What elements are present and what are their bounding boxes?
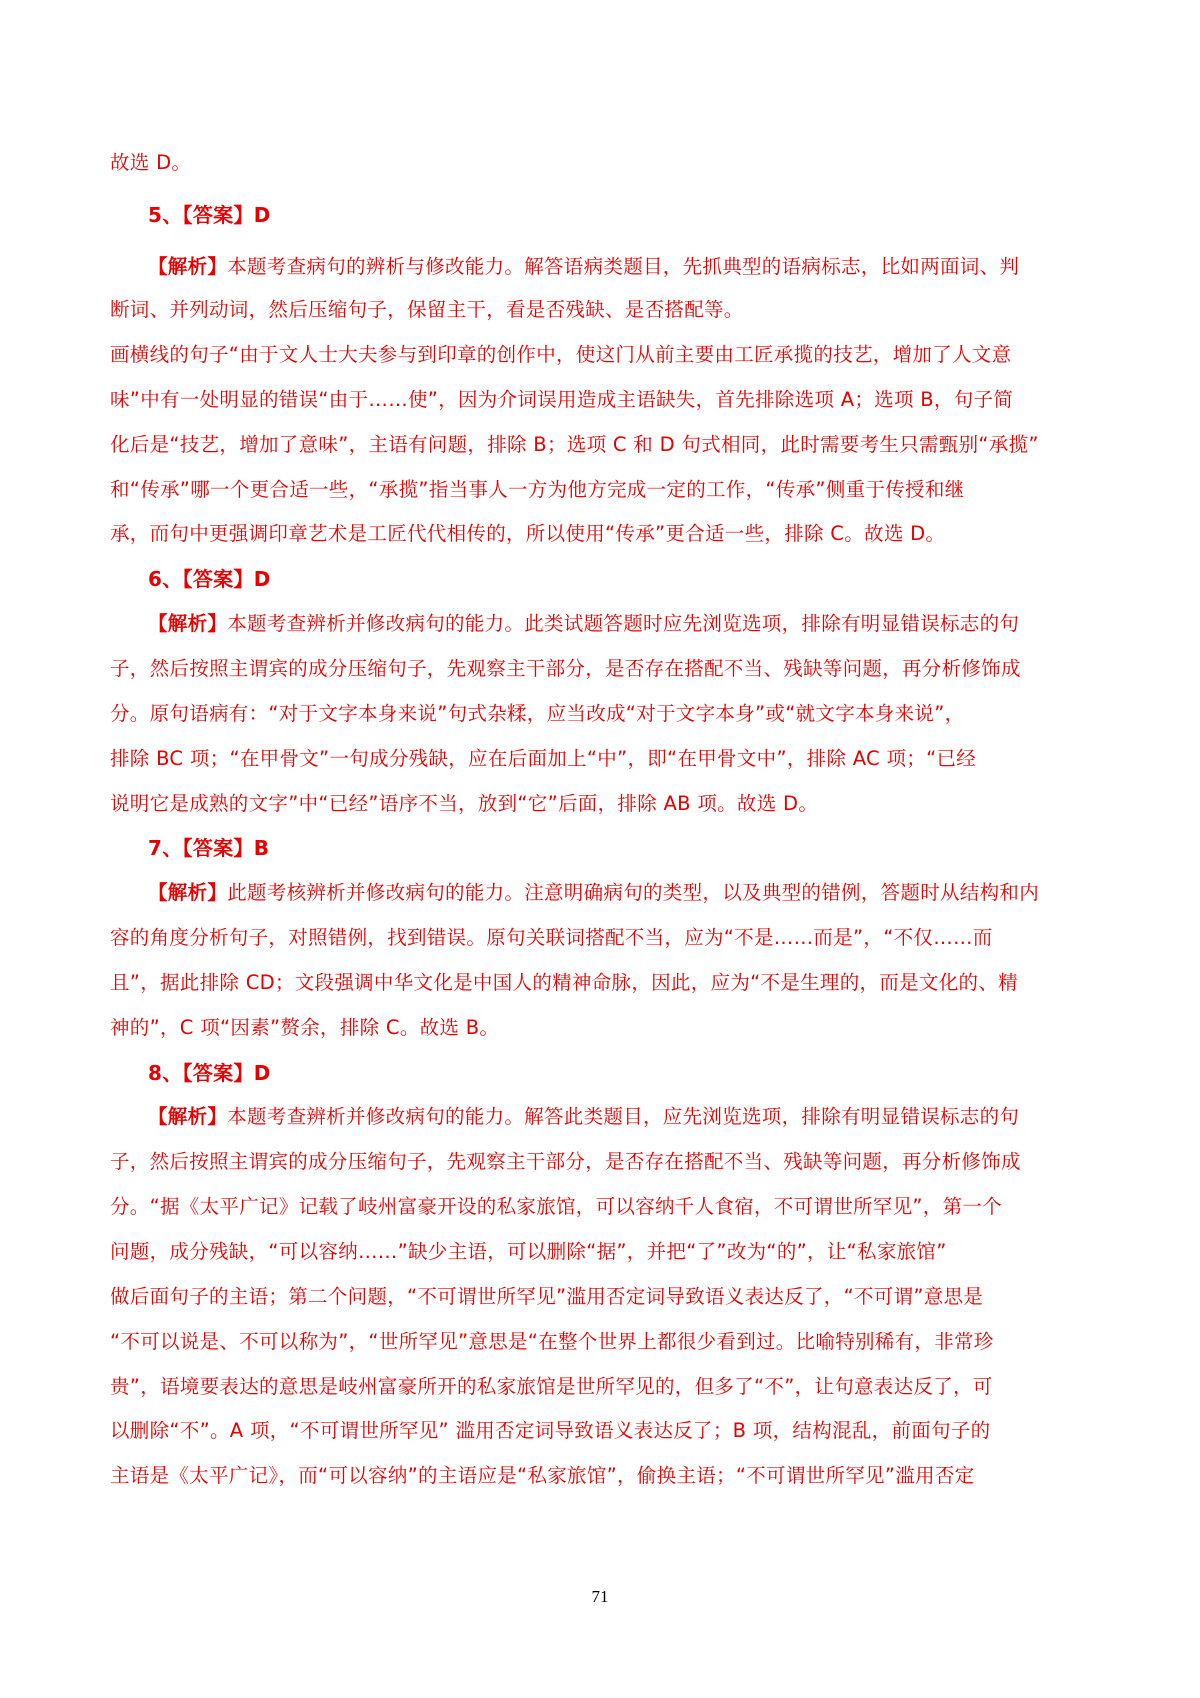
- paragraph-line: 子，然后按照主谓宾的成分压缩句子，先观察主干部分，是否存在搭配不当、残缺等问题，再分析修饰成: [110, 657, 1021, 680]
- paragraph-line: 做后面句子的主语；第二个问题，“不可谓世所罕见”滥用否定词导致语义表达反了，“不可谓”意思是: [110, 1285, 984, 1308]
- paragraph-line: 子，然后按照主谓宾的成分压缩句子，先观察主干部分，是否存在搭配不当、残缺等问题，再分析修饰成: [110, 1150, 1021, 1173]
- paragraph-line: 神的”，C 项“因素”赘余，排除 C。故选 B。: [110, 1016, 500, 1039]
- answer-heading-7: 7、【答案】B: [148, 836, 270, 860]
- paragraph-line: 和“传承”哪一个更合适一些，“承揽”指当事人一方为他方完成一定的工作，“传承”侧重于传授和继: [110, 478, 965, 501]
- answer-heading-6: 6、【答案】D: [148, 567, 271, 591]
- paragraph-line: 化后是“技艺，增加了意味”，主语有问题，排除 B；选项 C 和 D 句式相同，此时需要考生只需甄别“承揽”: [110, 433, 1039, 456]
- analysis-line: 【解析】本题考查辨析并修改病句的能力。此类试题答题时应先浏览选项，排除有明显错误标志的句: [148, 612, 1020, 635]
- paragraph-line: 味”中有一处明显的错误“由于……使”，因为介词误用造成主语缺失，首先排除选项 A；选项 B，句子简: [110, 388, 1014, 411]
- paragraph-line: 分。原句语病有：“对于文字本身来说”句式杂糅，应当改成“对于文字本身”或“就文字本身来说”，: [110, 702, 965, 725]
- paragraph-line: 故选 D。: [110, 151, 192, 174]
- paragraph-line: 画横线的句子“由于文人士大夫参与到印章的创作中，使这门从前主要由工匠承揽的技艺，增加了人文意: [110, 343, 1012, 366]
- analysis-line: 【解析】本题考查辨析并修改病句的能力。解答此类题目，应先浏览选项，排除有明显错误标志的句: [148, 1105, 1020, 1128]
- analysis-tag: 【解析】: [148, 612, 228, 635]
- paragraph-line: 排除 BC 项；“在甲骨文”一句成分残缺，应在后面加上“中”，即“在甲骨文中”，排除 AC 项；“已经: [110, 747, 977, 770]
- analysis-tag: 【解析】: [148, 1105, 228, 1128]
- analysis-tag: 【解析】: [148, 255, 228, 278]
- paragraph-line: 且”，据此排除 CD；文段强调中华文化是中国人的精神命脉，因此，应为“不是生理的，而是文化的、精: [110, 971, 1018, 994]
- analysis-tag: 【解析】: [148, 881, 228, 904]
- analysis-line: 【解析】本题考查病句的辨析与修改能力。解答语病类题目，先抓典型的语病标志，比如两面词、判: [148, 255, 1020, 278]
- paragraph-line: 分。“据《太平广记》记载了岐州富豪开设的私家旅馆，可以容纳千人食宿，不可谓世所罕见”，第一个: [110, 1195, 1003, 1218]
- page-number: 71: [591, 1587, 609, 1606]
- paragraph-line: 说明它是成熟的文字”中“已经”语序不当，放到“它”后面，排除 AB 项。故选 D。: [110, 792, 819, 815]
- paragraph-line: 主语是《太平广记》，而“可以容纳”的主语应是“私家旅馆”，偷换主语；“不可谓世所罕见”滥用否定: [110, 1464, 975, 1487]
- paragraph-line: 断词、并列动词，然后压缩句子，保留主干，看是否残缺、是否搭配等。: [110, 298, 744, 321]
- paragraph-line: “不可以说是、不可以称为”，“世所罕见”意思是“在整个世界上都很少看到过。比喻特别稀有，非常珍: [110, 1330, 994, 1353]
- paragraph-line: 问题，成分残缺，“可以容纳……”缺少主语，可以删除“据”，并把“了”改为“的”，让“私家旅馆”: [110, 1240, 947, 1263]
- analysis-line: 【解析】此题考核辨析并修改病句的能力。注意明确病句的类型，以及典型的错例，答题时从结构和内: [148, 881, 1040, 904]
- paragraph-line: 容的角度分析句子，对照错例，找到错误。原句关联词搭配不当，应为“不是……而是”，“不仅……而: [110, 926, 993, 949]
- paragraph-line: 以删除“不”。A 项，“不可谓世所罕见” 滥用否定词导致语义表达反了；B 项，结构混乱，前面句子的: [110, 1419, 991, 1442]
- paragraph-line: 贵”，语境要表达的意思是岐州富豪所开的私家旅馆是世所罕见的，但多了“不”，让句意表达反了，可: [110, 1375, 993, 1398]
- paragraph-line: 承，而句中更强调印章艺术是工匠代代相传的，所以使用“传承”更合适一些，排除 C。故选 D。: [110, 522, 946, 545]
- answer-heading-8: 8、【答案】D: [148, 1061, 271, 1085]
- answer-heading-5: 5、【答案】D: [148, 203, 271, 227]
